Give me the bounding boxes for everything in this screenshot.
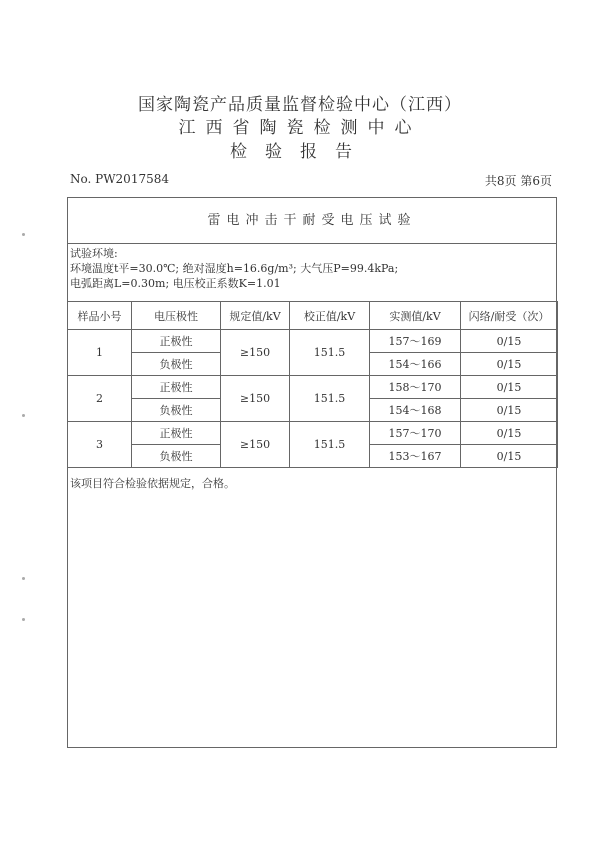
sample-number-cell: 3 bbox=[68, 422, 132, 468]
table-row bbox=[68, 422, 558, 445]
measured-value-cell: 153～167 bbox=[370, 445, 461, 468]
center-name-title: 国家陶瓷产品质量监督检验中心（江西） bbox=[138, 95, 462, 115]
flashover-result-cell: 0/15 bbox=[461, 330, 558, 353]
center-subtitle: 江西省陶瓷检测中心 bbox=[178, 118, 422, 138]
results-table bbox=[67, 301, 558, 468]
column-header: 实测值/kV bbox=[370, 302, 461, 330]
corrected-value-cell: 151.5 bbox=[290, 330, 370, 376]
column-header: 规定值/kV bbox=[221, 302, 290, 330]
polarity-cell: 正极性 bbox=[132, 330, 221, 353]
test-title: 雷电冲击干耐受电压试验 bbox=[68, 198, 556, 244]
corrected-value-cell: 151.5 bbox=[290, 422, 370, 468]
measured-value-cell: 157～169 bbox=[370, 330, 461, 353]
specified-value-cell: ≥150 bbox=[221, 376, 290, 422]
environment-line-1: 环境温度t平=30.0℃; 绝对湿度h=16.6g/m³; 大气压P=99.4kPa; bbox=[70, 262, 399, 275]
column-header: 闪络/耐受（次） bbox=[461, 302, 558, 330]
specified-value-cell: ≥150 bbox=[221, 330, 290, 376]
specified-value-cell: ≥150 bbox=[221, 422, 290, 468]
measured-value-cell: 158～170 bbox=[370, 376, 461, 399]
flashover-result-cell: 0/15 bbox=[461, 399, 558, 422]
polarity-cell: 正极性 bbox=[132, 376, 221, 399]
polarity-cell: 负极性 bbox=[132, 399, 221, 422]
page-info: 共8页 第6页 bbox=[484, 174, 552, 188]
sample-number-cell: 1 bbox=[68, 330, 132, 376]
report-number: No. PW2017584 bbox=[70, 172, 169, 186]
conclusion: 该项目符合检验依据规定，合格。 bbox=[70, 477, 235, 490]
report-frame bbox=[67, 197, 557, 748]
binding-hole-mark bbox=[22, 414, 25, 417]
corrected-value-cell: 151.5 bbox=[290, 376, 370, 422]
report-heading: 检验报告 bbox=[230, 142, 370, 162]
measured-value-cell: 157～170 bbox=[370, 422, 461, 445]
flashover-result-cell: 0/15 bbox=[461, 376, 558, 399]
binding-hole-mark bbox=[22, 577, 25, 580]
table-row bbox=[68, 376, 558, 399]
column-header: 电压极性 bbox=[132, 302, 221, 330]
flashover-result-cell: 0/15 bbox=[461, 422, 558, 445]
table-header-row bbox=[68, 302, 558, 330]
polarity-cell: 负极性 bbox=[132, 445, 221, 468]
polarity-cell: 负极性 bbox=[132, 353, 221, 376]
sample-number-cell: 2 bbox=[68, 376, 132, 422]
environment-label: 试验环境: bbox=[70, 247, 118, 260]
binding-hole-mark bbox=[22, 618, 25, 621]
table-row bbox=[68, 330, 558, 353]
test-environment bbox=[70, 246, 398, 291]
flashover-result-cell: 0/15 bbox=[461, 353, 558, 376]
binding-hole-mark bbox=[22, 233, 25, 236]
measured-value-cell: 154～166 bbox=[370, 353, 461, 376]
column-header: 校正值/kV bbox=[290, 302, 370, 330]
measured-value-cell: 154～168 bbox=[370, 399, 461, 422]
polarity-cell: 正极性 bbox=[132, 422, 221, 445]
environment-line-2: 电弧距离L=0.30m; 电压校正系数K=1.01 bbox=[70, 277, 281, 290]
column-header: 样品小号 bbox=[68, 302, 132, 330]
flashover-result-cell: 0/15 bbox=[461, 445, 558, 468]
